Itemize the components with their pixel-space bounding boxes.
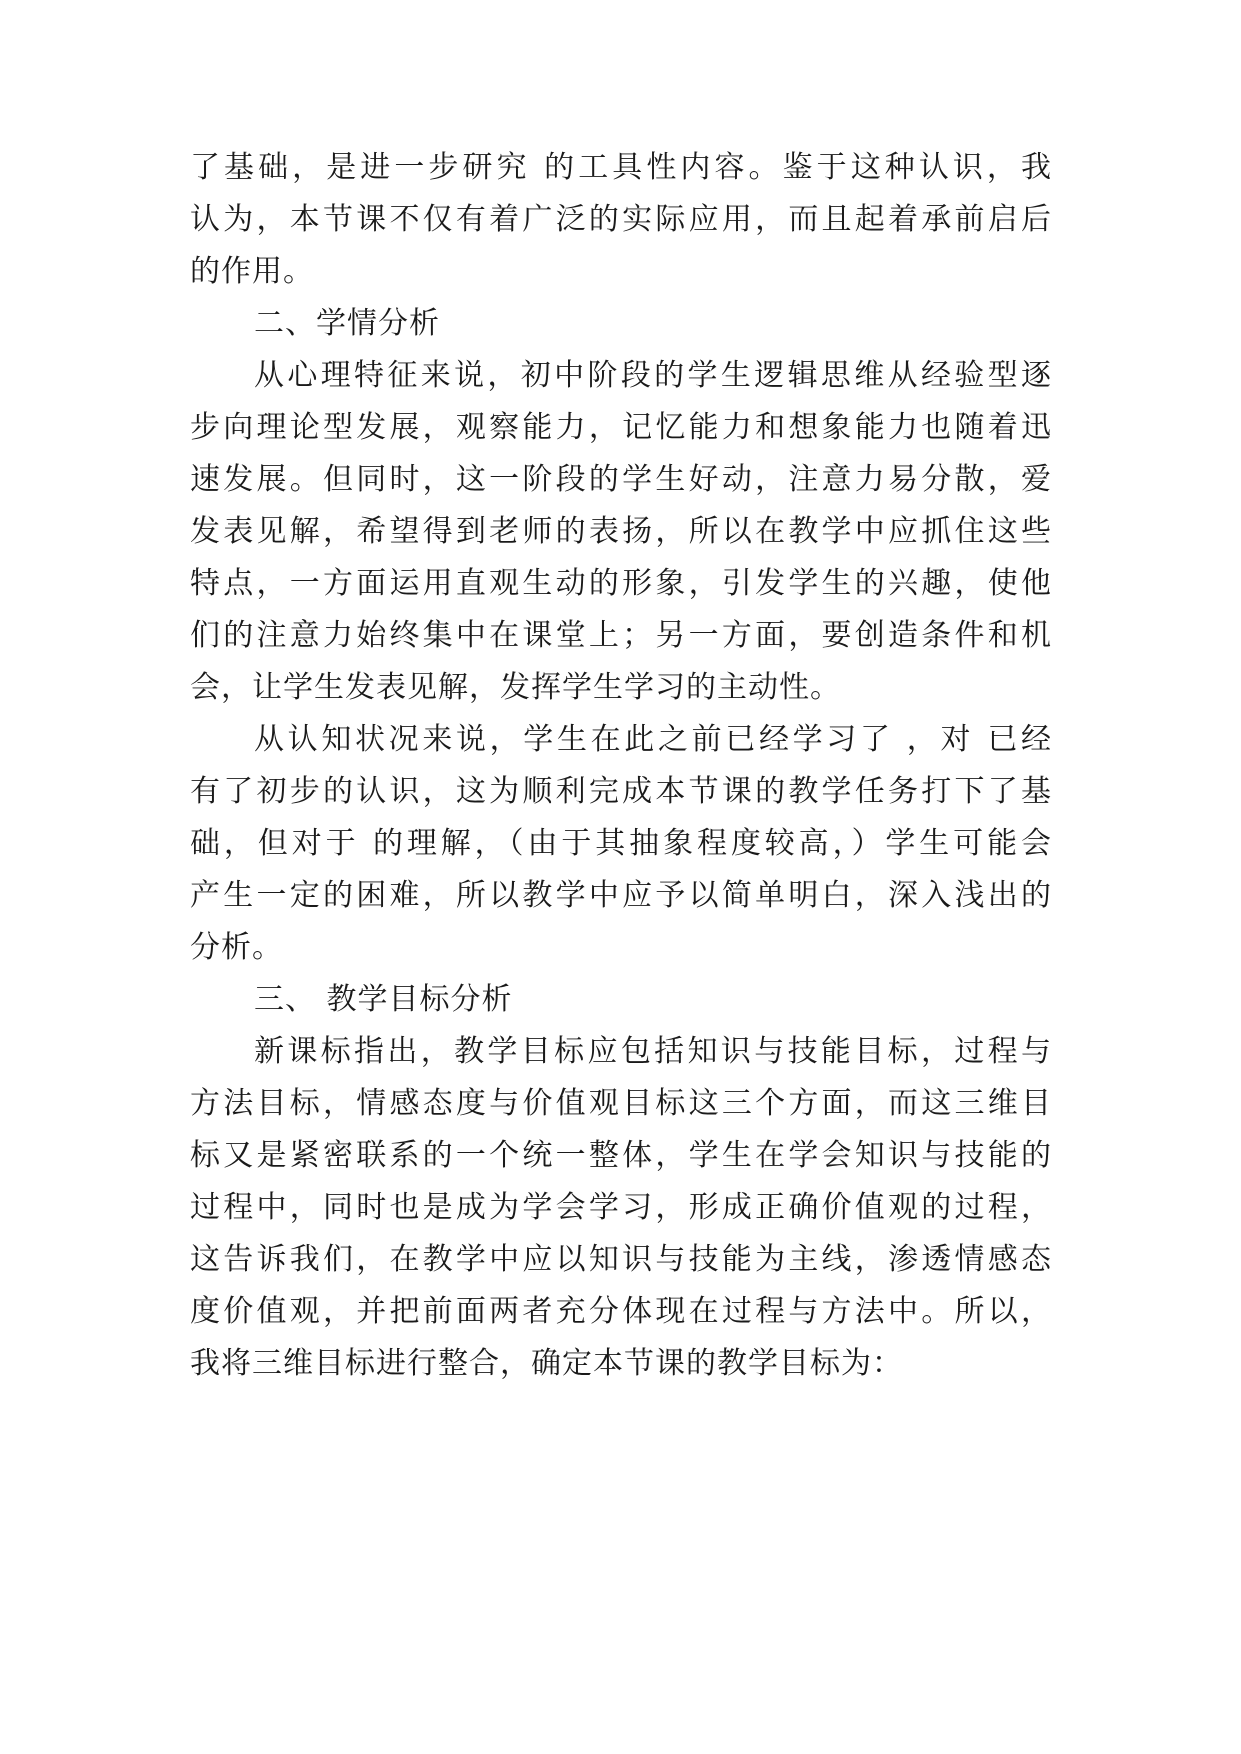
paragraph-line: 有了初步的认识，这为顺利完成本节课的教学任务打下了基 <box>190 774 1052 809</box>
paragraph-line: 新课标指出，教学目标应包括知识与技能目标，过程与 <box>254 1034 1052 1069</box>
paragraph-line: 了基础，是进一步研究 的工具性内容。鉴于这种认识，我 <box>190 150 1052 185</box>
paragraph-line: 从认知状况来说，学生在此之前已经学习了 ，对 已经 <box>254 722 1052 757</box>
paragraph-line: 这告诉我们，在教学中应以知识与技能为主线，渗透情感态 <box>190 1242 1052 1277</box>
paragraph-line: 方法目标，情感态度与价值观目标这三个方面，而这三维目 <box>190 1086 1052 1121</box>
paragraph-line: 的作用。 <box>190 254 314 289</box>
paragraph-line: 特点，一方面运用直观生动的形象，引发学生的兴趣，使他 <box>190 566 1052 601</box>
paragraph-line: 我将三维目标进行整合，确定本节课的教学目标为： <box>190 1346 903 1381</box>
paragraph-line: 分析。 <box>190 930 283 965</box>
paragraph-line: 从心理特征来说，初中阶段的学生逻辑思维从经验型逐 <box>254 358 1052 393</box>
section-heading: 二、学情分析 <box>254 306 440 341</box>
paragraph-line: 产生一定的困难，所以教学中应予以简单明白，深入浅出的 <box>190 878 1052 913</box>
paragraph-line: 步向理论型发展，观察能力，记忆能力和想象能力也随着迅 <box>190 410 1052 445</box>
paragraph-line: 发表见解，希望得到老师的表扬，所以在教学中应抓住这些 <box>190 514 1052 549</box>
paragraph-line: 会，让学生发表见解，发挥学生学习的主动性。 <box>190 670 841 705</box>
paragraph-line: 认为，本节课不仅有着广泛的实际应用，而且起着承前启后 <box>190 202 1052 237</box>
section-heading: 三、 教学目标分析 <box>254 982 513 1017</box>
paragraph-line: 们的注意力始终集中在课堂上；另一方面，要创造条件和机 <box>190 618 1052 653</box>
paragraph-line: 过程中，同时也是成为学会学习，形成正确价值观的过程， <box>190 1190 1052 1225</box>
paragraph-line: 标又是紧密联系的一个统一整体，学生在学会知识与技能的 <box>190 1138 1052 1173</box>
paragraph-line: 础，但对于 的理解，（由于其抽象程度较高，）学生可能会 <box>190 826 1052 861</box>
paragraph-line: 度价值观，并把前面两者充分体现在过程与方法中。所以， <box>190 1294 1052 1329</box>
paragraph-line: 速发展。但同时，这一阶段的学生好动，注意力易分散，爱 <box>190 462 1052 497</box>
